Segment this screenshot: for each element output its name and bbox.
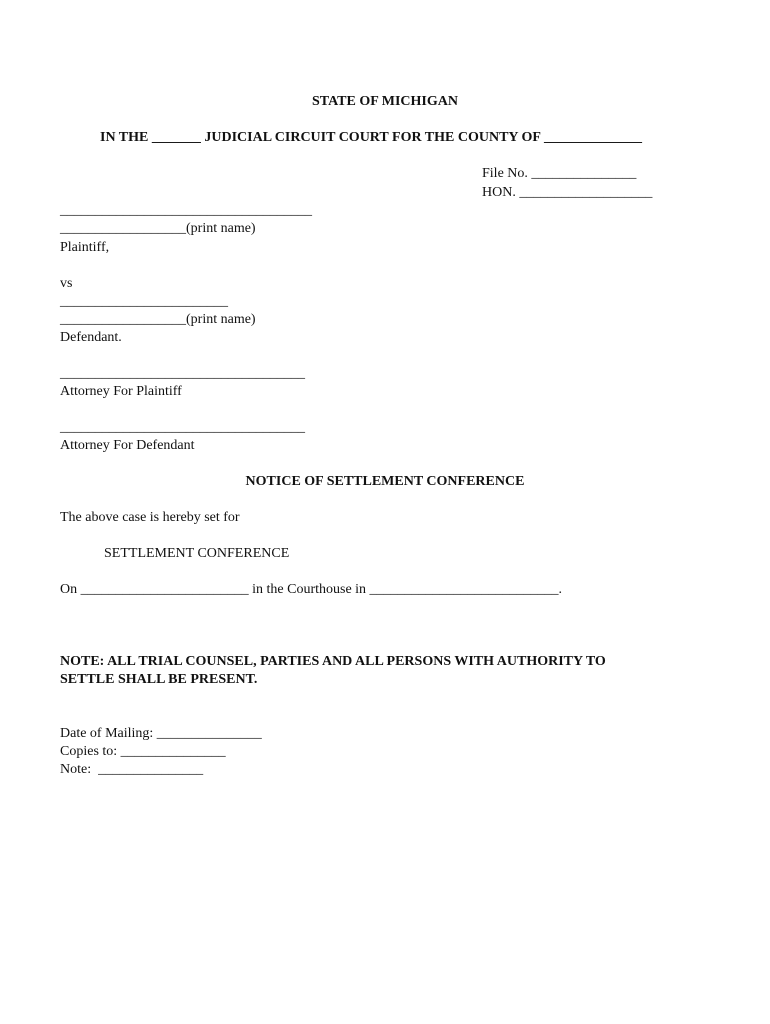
plaintiff-label: Plaintiff,	[60, 240, 110, 255]
notice-intro: The above case is hereby set for	[60, 510, 240, 525]
footer-note: Note: _______________	[60, 762, 204, 777]
defendant-attorney-label: Attorney For Defendant	[60, 438, 195, 453]
notice-date-location: On ________________________ in the Courthouse in ___________________________.	[60, 582, 563, 597]
notice-event: SETTLEMENT CONFERENCE	[104, 546, 290, 561]
plaintiff-attorney-label: Attorney For Plaintiff	[60, 384, 182, 399]
plaintiff-print-name: __________________(print name)	[60, 221, 256, 236]
notice-title: NOTICE OF SETTLEMENT CONFERENCE	[245, 474, 525, 489]
defendant-signature-line: ________________________	[60, 294, 228, 309]
versus-label: vs	[60, 276, 73, 291]
plaintiff-signature-line: ____________________________________	[60, 203, 312, 218]
notice-warning-line1: NOTE: ALL TRIAL COUNSEL, PARTIES AND ALL PERSONS WITH AUTHORITY TO	[60, 654, 606, 669]
file-number-field: File No. _______________	[482, 166, 637, 181]
date-of-mailing: Date of Mailing: _______________	[60, 726, 262, 741]
notice-warning-line2: SETTLE SHALL BE PRESENT.	[60, 672, 258, 687]
defendant-label: Defendant.	[60, 330, 122, 345]
defendant-print-name: __________________(print name)	[60, 312, 256, 327]
state-heading: STATE OF MICHIGAN	[312, 94, 458, 109]
plaintiff-attorney-line: ___________________________________	[60, 366, 305, 381]
defendant-attorney-line: ___________________________________	[60, 420, 305, 435]
court-heading: IN THE _______ JUDICIAL CIRCUIT COURT FOR THE COUNTY OF ______________	[100, 130, 642, 145]
copies-to: Copies to: _______________	[60, 744, 226, 759]
judge-field: HON. ___________________	[482, 185, 653, 200]
